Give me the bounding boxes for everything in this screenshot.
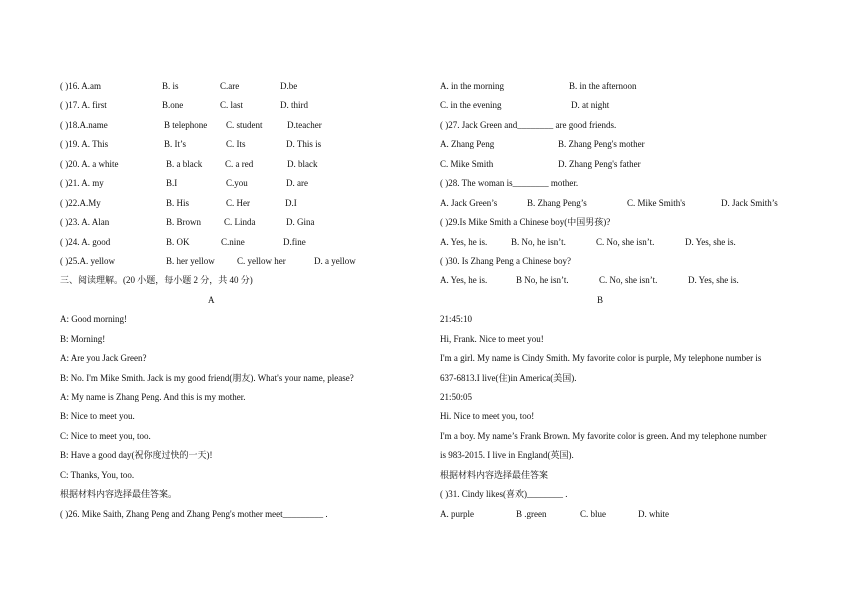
- question-27-stem: ( )27. Jack Green and________ are good friends.: [440, 119, 617, 130]
- question-26-option-a: A. in the morning: [440, 81, 504, 91]
- question-30: [440, 252, 820, 271]
- instruction-text: 根据材料内容选择最佳答案。: [60, 489, 178, 500]
- question-27-option-b: B. Zhang Peng's mother: [558, 139, 645, 150]
- section-3-heading: [60, 271, 400, 290]
- chat-line: [440, 427, 820, 446]
- question-27-option-d: D. Zhang Peng's father: [558, 158, 641, 169]
- question-22-option-c: C. Her: [226, 197, 250, 208]
- dialog-text: B: Nice to meet you.: [60, 411, 135, 422]
- question-17-number: ( )17. A. first: [60, 100, 107, 111]
- question-23-option-d: D. Gina: [286, 217, 315, 228]
- question-19-option-d: D. This is: [286, 139, 322, 150]
- question-20: [60, 155, 400, 174]
- question-28-option-d: D. Jack Smith’s: [721, 197, 778, 208]
- question-18-option-c: C. student: [226, 119, 263, 130]
- question-27-option-a: A. Zhang Peng: [440, 139, 495, 150]
- question-30-option-c: C. No, she isn’t.: [599, 275, 658, 286]
- question-27-options-ab: [440, 135, 820, 154]
- question-30-option-b: B No, he isn’t.: [516, 275, 569, 286]
- passage-b-heading: [440, 291, 820, 310]
- dialog-line: [60, 369, 400, 388]
- section-3-title: 三、阅读理解。(20 小题，每小题 2 分，共 40 分): [60, 275, 253, 286]
- dialog-line: [60, 349, 400, 368]
- question-16-option-b: B. is: [162, 81, 179, 91]
- question-28-option-a: A. Jack Green’s: [440, 197, 498, 208]
- chat-line: [440, 369, 820, 388]
- question-29-option-b: B. No, he isn’t.: [511, 236, 566, 247]
- dialog-line: [60, 446, 400, 465]
- dialog-text: B: Morning!: [60, 333, 106, 344]
- chat-line: [440, 349, 820, 368]
- question-22-number: ( )22.A.My: [60, 197, 101, 208]
- question-26-option-c: C. in the evening: [440, 100, 502, 111]
- question-21-option-b: B.I: [166, 178, 178, 189]
- question-31: [440, 485, 820, 504]
- question-21-option-d: D. are: [286, 178, 308, 189]
- chat-text: Hi. Nice to meet you, too!: [440, 411, 535, 422]
- question-22-option-d: D.I: [285, 197, 297, 208]
- question-29-option-d: D. Yes, she is.: [685, 236, 736, 247]
- question-28-options: [440, 194, 820, 213]
- question-30-options: [440, 271, 820, 290]
- question-25-option-d: D. a yellow: [314, 255, 356, 266]
- chat-text: is 983-2015. I live in England(英国).: [440, 450, 574, 461]
- question-29-option-c: C. No, she isn’t.: [596, 236, 655, 247]
- question-21-option-c: C.you: [226, 178, 248, 189]
- chat-timestamp: 21:45:10: [440, 314, 473, 325]
- question-27-options-cd: [440, 155, 820, 174]
- question-16-option-c: C.are: [220, 81, 240, 91]
- question-20-option-b: B. a black: [166, 158, 203, 169]
- question-28-stem: ( )28. The woman is________ mother.: [440, 178, 579, 189]
- question-27: [440, 116, 820, 135]
- dialog-line: [60, 427, 400, 446]
- dialog-line: [60, 310, 400, 329]
- question-24-option-d: D.fine: [283, 236, 306, 247]
- question-17: [60, 96, 400, 115]
- question-30-option-a: A. Yes, he is.: [440, 275, 488, 286]
- question-17-option-c: C. last: [220, 100, 244, 111]
- question-29-option-a: A. Yes, he is.: [440, 236, 488, 247]
- question-29-stem: ( )29.Is Mike Smith a Chinese boy(中国男孩)?: [440, 217, 611, 228]
- question-19: [60, 135, 400, 154]
- dialog-text: A: Good morning!: [60, 314, 127, 325]
- dialog-line: [60, 330, 400, 349]
- question-30-option-d: D. Yes, she is.: [688, 275, 739, 286]
- dialog-line: [60, 407, 400, 426]
- question-25-number: ( )25.A. yellow: [60, 255, 115, 266]
- question-17-option-b: B.one: [162, 100, 184, 111]
- question-31-option-c: C. blue: [580, 508, 606, 519]
- question-24-option-b: B. OK: [166, 236, 190, 247]
- question-28-option-b: B. Zhang Peng’s: [527, 197, 587, 208]
- passage-a-label: A: [208, 294, 215, 305]
- instruction-line: [60, 485, 400, 504]
- dialog-text: B: No. I'm Mike Smith. Jack is my good friend(朋友). What's your name, please?: [60, 372, 354, 383]
- question-24-option-c: C.nine: [221, 236, 245, 247]
- question-16-option-d: D.be: [280, 81, 298, 91]
- question-26: [60, 505, 400, 524]
- chat-text: 637-6813.I live(住)in America(美国).: [440, 372, 577, 383]
- question-27-option-c: C. Mike Smith: [440, 158, 494, 169]
- chat-line: [440, 388, 820, 407]
- question-28: [440, 174, 820, 193]
- question-18-option-d: D.teacher: [287, 119, 322, 130]
- question-29: [440, 213, 820, 232]
- question-26-options-cd: [440, 96, 820, 115]
- dialog-line: [60, 466, 400, 485]
- question-23-option-b: B. Brown: [166, 217, 202, 228]
- chat-line: [440, 446, 820, 465]
- dialog-text: C: Thanks, You, too.: [60, 469, 135, 480]
- dialog-text: A: Are you Jack Green?: [60, 353, 147, 364]
- chat-line: [440, 330, 820, 349]
- question-29-options: [440, 233, 820, 252]
- dialog-text: C: Nice to meet you, too.: [60, 430, 151, 441]
- question-25-option-b: B. her yellow: [166, 255, 215, 266]
- question-17-option-d: D. third: [280, 100, 308, 111]
- dialog-line: [60, 388, 400, 407]
- question-18: [60, 116, 400, 135]
- question-31-option-b: B .green: [516, 508, 547, 519]
- question-31-options: [440, 505, 820, 524]
- question-24: [60, 233, 400, 252]
- question-18-number: ( )18.A.name: [60, 119, 108, 130]
- chat-timestamp: 21:50:05: [440, 392, 473, 402]
- question-26-option-d: D. at night: [571, 100, 610, 111]
- passage-b-label: B: [597, 294, 604, 305]
- chat-text: Hi, Frank. Nice to meet you!: [440, 333, 544, 344]
- dialog-text: A: My name is Zhang Peng. And this is my mother.: [60, 392, 246, 402]
- question-19-number: ( )19. A. This: [60, 139, 109, 150]
- left-column: [60, 77, 400, 524]
- question-19-option-c: C. Its: [226, 139, 246, 150]
- chat-line: [440, 407, 820, 426]
- question-23: [60, 213, 400, 232]
- question-16-number: ( )16. A.am: [60, 81, 101, 91]
- dialog-text: B: Have a good day(祝你度过快的一天)!: [60, 450, 213, 461]
- question-28-option-c: C. Mike Smith's: [627, 197, 686, 208]
- chat-line: [440, 310, 820, 329]
- question-21: [60, 174, 400, 193]
- instruction-line: [440, 466, 820, 485]
- instruction-text: 根据材料内容选择最佳答案: [440, 469, 549, 480]
- passage-a-heading: [60, 291, 400, 310]
- question-22-option-b: B. His: [166, 197, 190, 208]
- question-22: [60, 194, 400, 213]
- question-30-stem: ( )30. Is Zhang Peng a Chinese boy?: [440, 255, 571, 266]
- question-20-number: ( )20. A. a white: [60, 158, 119, 169]
- question-26-options-ab: [440, 77, 820, 96]
- chat-text: I'm a boy. My name’s Frank Brown. My favorite color is green. And my telephone number: [440, 430, 767, 441]
- question-31-option-d: D. white: [638, 508, 669, 519]
- question-31-stem: ( )31. Cindy likes(喜欢)________ .: [440, 489, 568, 500]
- question-25: [60, 252, 400, 271]
- question-19-option-b: B. It’s: [164, 139, 187, 150]
- question-26-stem: ( )26. Mike Saith, Zhang Peng and Zhang Peng's mother meet_________ .: [60, 508, 328, 519]
- question-16: [60, 77, 400, 96]
- question-31-option-a: A. purple: [440, 508, 474, 519]
- question-24-number: ( )24. A. good: [60, 236, 111, 247]
- question-23-number: ( )23. A. Alan: [60, 217, 110, 228]
- question-20-option-d: D. black: [287, 158, 318, 169]
- question-18-option-b: B telephone: [164, 119, 208, 130]
- chat-text: I'm a girl. My name is Cindy Smith. My favorite color is purple, My telephone number is: [440, 353, 762, 364]
- question-25-option-c: C. yellow her: [237, 255, 286, 266]
- question-21-number: ( )21. A. my: [60, 178, 104, 189]
- question-23-option-c: C. Linda: [224, 217, 256, 228]
- question-26-option-b: B. in the afternoon: [569, 81, 637, 91]
- right-column: [440, 77, 820, 524]
- question-20-option-c: C. a red: [225, 158, 254, 169]
